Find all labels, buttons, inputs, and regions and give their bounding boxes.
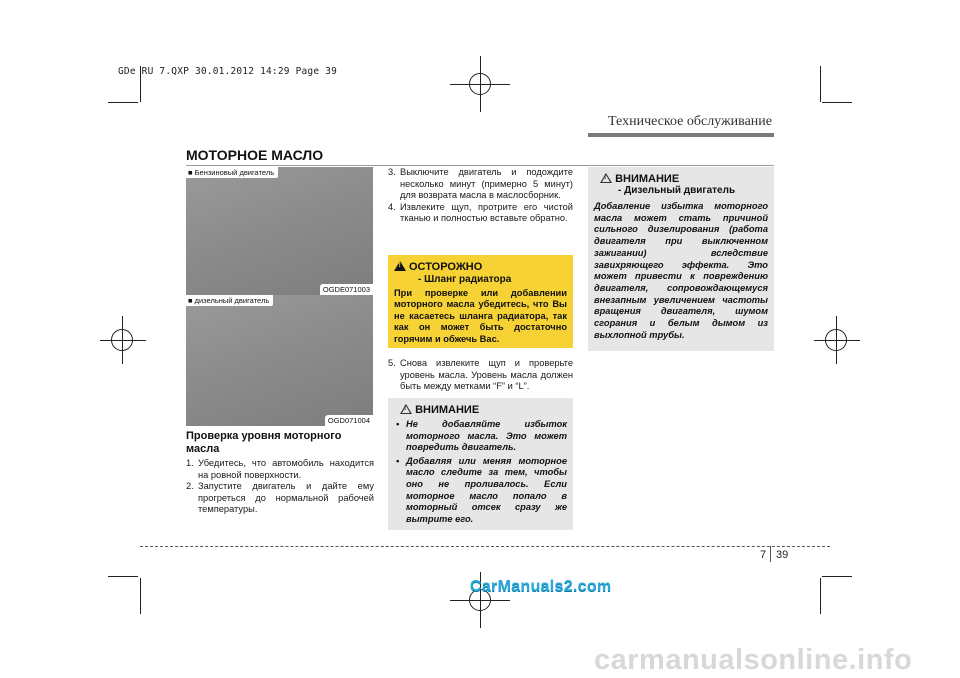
step-item	[388, 202, 573, 225]
print-slug: GDe RU 7.QXP 30.01.2012 14:29 Page 39	[118, 66, 338, 77]
step-number: 1.	[186, 458, 194, 468]
step-number: 3.	[388, 167, 396, 177]
page-header-title: Техническое обслуживание	[608, 114, 772, 129]
warning-subtitle: - Шланг радиатора	[418, 274, 512, 285]
caution-triangle-icon	[600, 173, 612, 183]
subheading-oil-check: Проверка уровня моторного масла	[186, 430, 342, 455]
steps-list-step5	[388, 358, 573, 393]
caution-bullet: • Добавляя или меняя моторное масло следите за тем, чтобы оно не проливалось. Если моторное масло попало в моторный отсек сразу же вытрите его.	[394, 456, 567, 526]
caution-subtitle: - Дизельный двигатель	[618, 185, 736, 196]
step-item	[388, 358, 573, 393]
photo-code-diesel: OGD071004	[325, 415, 373, 426]
step-item	[186, 481, 374, 516]
step-text: Убедитесь, что автомобиль находится на ровной поверхности.	[198, 458, 374, 480]
step-item	[186, 458, 374, 481]
step-text: Запустите двигатель и дайте ему прогреться до нормальной рабочей температуры.	[198, 481, 374, 515]
step-text: Извлеките щуп, протрите его чистой тканью и полностью вставьте обратно.	[400, 201, 573, 224]
site-watermark: carmanualsonline.info	[594, 644, 913, 676]
warning-title: ОСТОРОЖНО	[409, 261, 483, 273]
page-number: 39	[776, 549, 789, 561]
header-bar	[588, 133, 774, 137]
caution-body: Добавление избытка моторного масла может стать причиной сильного дизелирования (работа двигателя при выключенном зажигании) вследствие завихряющего эффекта. Это может привести к повреждению двигателя, сопровождающемуся внезапным увеличением частоты вращения двигателя, шумом сгорания и белым дымом из выхлопной трубы.	[594, 201, 768, 340]
footer-dashed-rule	[140, 546, 830, 547]
photo-code-petrol: OGDE071003	[320, 284, 373, 295]
step-text: Выключите двигатель и подождите несколько минут (примерно 5 минут) для возврата масла в маслосборник.	[400, 167, 573, 201]
steps-list-mid	[388, 167, 573, 225]
step-item	[388, 167, 573, 202]
engine-photo-petrol	[186, 167, 373, 295]
caution-bullet: • Не добавляйте избыток моторного масла. Это может повредить двигатель.	[394, 419, 567, 454]
steps-list-left	[186, 458, 374, 516]
step-number: 5.	[388, 358, 396, 368]
carmanuals-watermark: CarManuals2.com	[470, 578, 612, 595]
photo-label-petrol: ■ Бензиновый двигатель	[186, 167, 278, 178]
warning-body: При проверке или добавлении моторного масла убедитесь, что Вы не касаетесь шланга радиатора, так как он может быть достаточно горячим и обжечь Вас.	[394, 288, 567, 344]
section-rule	[186, 165, 774, 166]
caution-title: ВНИМАНИЕ	[615, 173, 680, 185]
caution-bullet-list	[394, 419, 567, 525]
step-number: 4.	[388, 201, 396, 212]
engine-photo-diesel	[186, 295, 373, 426]
warning-box-radiator-hose	[388, 255, 573, 348]
footer-separator	[770, 546, 771, 562]
step-text: Снова извлеките щуп и проверьте уровень масла. Уровень масла должен быть между метками “F” и “L”.	[400, 358, 573, 392]
caution-title: ВНИМАНИЕ	[415, 404, 480, 416]
caution-box-overfill	[388, 398, 573, 530]
warning-triangle-icon	[394, 261, 406, 271]
chapter-number: 7	[760, 549, 767, 561]
photo-label-diesel: ■ дизельный двигатель	[186, 295, 273, 306]
step-number: 2.	[186, 481, 194, 492]
section-title: МОТОРНОЕ МАСЛО	[186, 147, 324, 163]
caution-triangle-icon	[400, 404, 412, 414]
caution-box-diesel	[588, 167, 774, 351]
